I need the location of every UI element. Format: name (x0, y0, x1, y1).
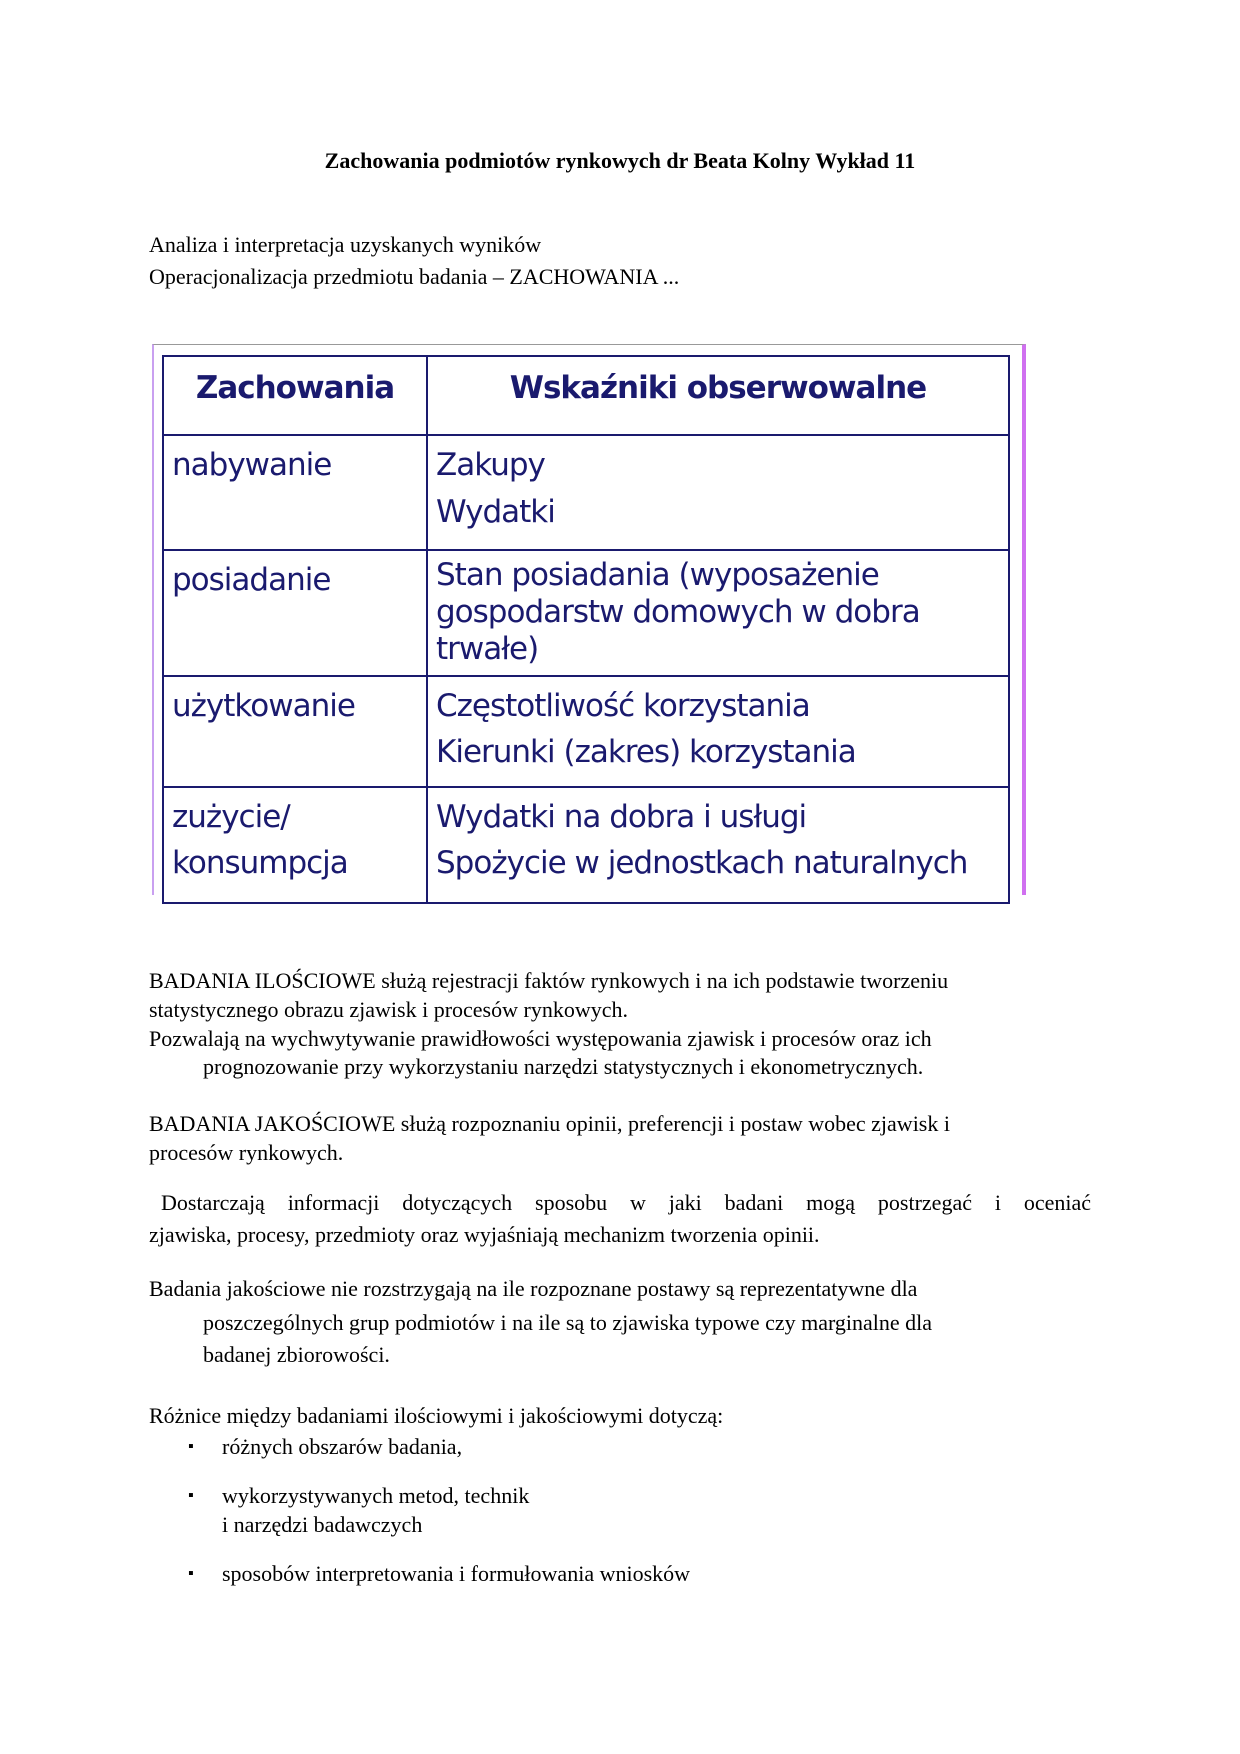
indicator: Kierunki (zakres) korzystania (436, 734, 856, 771)
paragraph-line: BADANIA ILOŚCIOWE służą rejestracji faktów rynkowych i na ich podstawie tworzeniu (149, 968, 949, 993)
paragraph-line: prognozowanie przy wykorzystaniu narzędzi statystycznych i ekonometrycznych. (203, 1054, 924, 1079)
indicator-cell (427, 787, 1009, 903)
bullet-item: wykorzystywanych metod, technik (222, 1483, 530, 1508)
intro-line: Analiza i interpretacja uzyskanych wyników (149, 232, 542, 257)
indicator: Zakupy (436, 447, 545, 483)
bullet-icon: ▪ (188, 1487, 194, 1504)
paragraph-line: Pozwalają na wychwytywanie prawidłowości występowania zjawisk i procesów oraz ich (149, 1026, 932, 1051)
behavior: konsumpcja (172, 845, 348, 882)
table-header: Wskaźniki obserwowalne (427, 356, 1009, 435)
indicator: Spożycie w jednostkach naturalnych (436, 845, 968, 882)
bullet-icon: ▪ (188, 1565, 194, 1582)
paragraph-line: zjawiska, procesy, przedmioty oraz wyjaśniają mechanizm tworzenia opinii. (149, 1222, 820, 1247)
table-row (163, 676, 1009, 787)
behavior-cell (163, 787, 427, 903)
paragraph-line: Różnice między badaniami ilościowymi i jakościowymi dotyczą: (149, 1403, 724, 1428)
paragraph-line: BADANIA JAKOŚCIOWE służą rozpoznaniu opinii, preferencji i postaw wobec zjawisk i (149, 1111, 950, 1136)
indicator: Wydatki na dobra i usługi (436, 798, 807, 835)
behaviors-table (162, 355, 1010, 904)
bullet-item: różnych obszarów badania, (222, 1434, 463, 1459)
indicator-cell (427, 676, 1009, 787)
intro-line: Operacjonalizacja przedmiotu badania – ZACHOWANIA ... (149, 264, 680, 289)
behavior: zużycie/ (172, 798, 290, 835)
paragraph-line: poszczególnych grup podmiotów i na ile są to zjawiska typowe czy marginalne dla (203, 1310, 933, 1335)
behavior-cell: nabywanie (163, 435, 427, 550)
table-header: Zachowania (163, 356, 427, 435)
bullet-item: sposobów interpretowania i formułowania wniosków (222, 1561, 691, 1586)
indicator: Częstotliwość korzystania (436, 687, 810, 724)
paragraph-line: badanej zbiorowości. (203, 1342, 390, 1367)
behavior-cell: użytkowanie (163, 676, 427, 787)
behavior-cell: posiadanie (163, 550, 427, 676)
bullet-icon: ▪ (188, 1438, 194, 1455)
table-row (163, 435, 1009, 550)
table-row (163, 550, 1009, 676)
indicator-cell (427, 435, 1009, 550)
paragraph-line: procesów rynkowych. (149, 1140, 344, 1165)
indicator-cell: Stan posiadania (wyposażenie gospodarstw domowych w dobra trwałe) (427, 550, 1009, 676)
table-row (163, 787, 1009, 903)
document-title: Zachowania podmiotów rynkowych dr Beata Kolny Wykład 11 (324, 148, 916, 173)
paragraph-line: Badania jakościowe nie rozstrzygają na ile rozpoznane postawy są reprezentatywne dla (149, 1276, 918, 1301)
paragraph-line: statystycznego obrazu zjawisk i procesów rynkowych. (149, 997, 628, 1022)
indicator: Wydatki (436, 493, 555, 530)
bullet-item: i narzędzi badawczych (222, 1512, 423, 1537)
paragraph-line: Dostarczają informacji dotyczących sposobu w jaki badani mogą postrzegać i oceniać (161, 1190, 1091, 1215)
